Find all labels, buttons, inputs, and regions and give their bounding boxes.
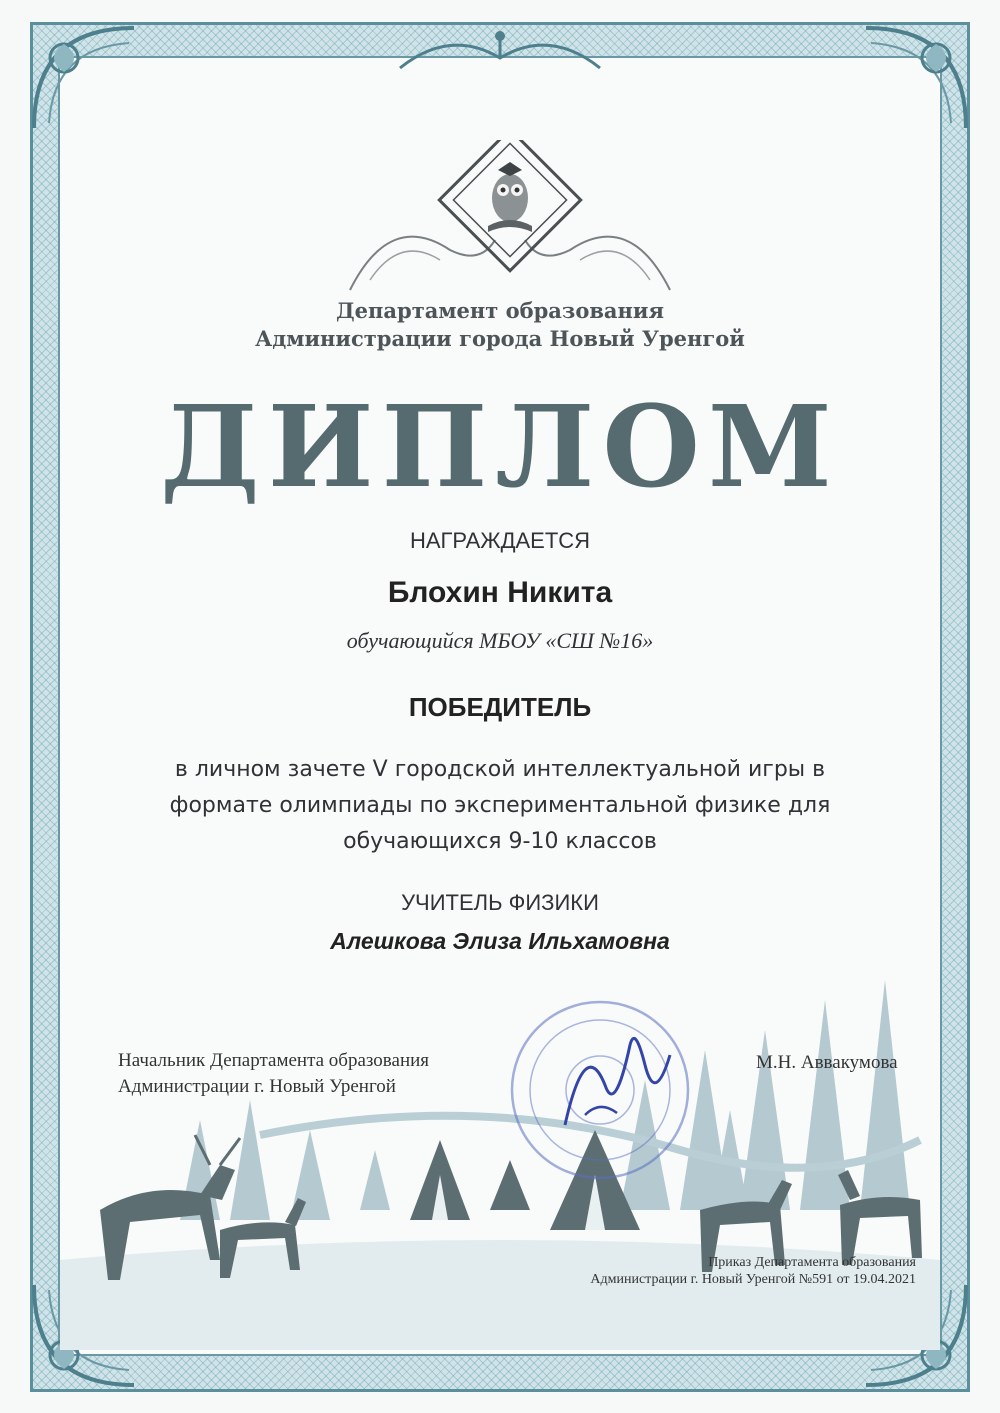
- tundra-landscape-illustration: [60, 960, 940, 1350]
- official-stamp-icon: [505, 995, 695, 1185]
- signer-position: [118, 1048, 429, 1100]
- teacher-label: УЧИТЕЛЬ ФИЗИКИ: [401, 890, 599, 915]
- signer-name: М.Н. Аввакумова: [756, 1052, 898, 1073]
- award-status: ПОБЕДИТЕЛЬ: [408, 692, 592, 722]
- award-description: [140, 752, 860, 860]
- department-line-1: Департамент образования: [336, 298, 664, 323]
- document-title: ДИПЛОМ: [160, 382, 840, 513]
- description-line: в личном зачете V городской интеллектуальной игры в: [174, 757, 826, 782]
- description-line: формате олимпиады по экспериментальной физике для: [169, 793, 831, 818]
- signer-position-line: Начальник Департамента образования: [118, 1050, 430, 1071]
- order-reference: [590, 1254, 916, 1288]
- recipient-school: обучающийся МБОУ «СШ №16»: [346, 628, 654, 653]
- awarded-label: НАГРАЖДАЕТСЯ: [409, 528, 591, 553]
- order-line: Администрации г. Новый Уренгой №591 от 19.04.2021: [590, 1272, 916, 1287]
- teacher-name: Алешкова Элиза Ильхамовна: [330, 928, 670, 954]
- department-line-2: Администрации города Новый Уренгой: [255, 326, 745, 351]
- corner-ornament-icon: [24, 18, 144, 138]
- owl-book-emblem-icon: [330, 140, 690, 300]
- order-line: Приказ Департамента образования: [708, 1255, 916, 1270]
- flourish-ornament-icon: [390, 28, 610, 78]
- recipient-name: Блохин Никита: [387, 576, 613, 609]
- description-line: обучающихся 9-10 классов: [343, 829, 657, 854]
- corner-ornament-icon: [856, 18, 976, 138]
- signer-position-line: Администрации г. Новый Уренгой: [118, 1076, 396, 1097]
